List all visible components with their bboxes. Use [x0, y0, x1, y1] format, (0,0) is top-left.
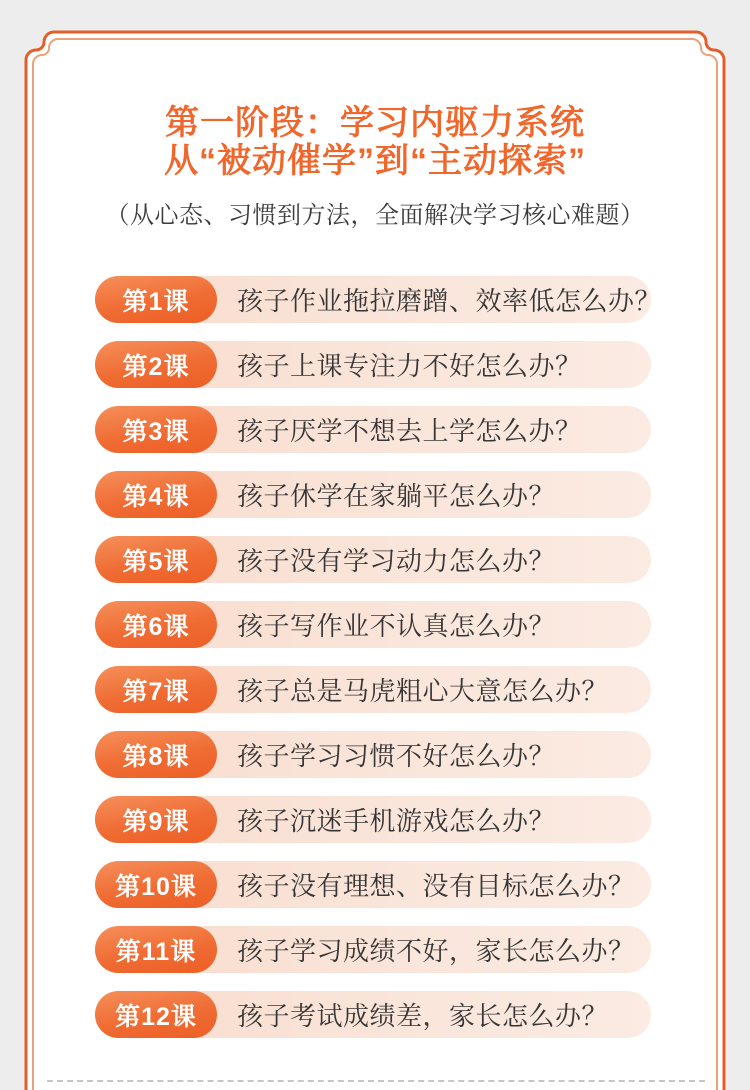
- lesson-title: 孩子写作业不认真怎么办？: [237, 611, 556, 641]
- lesson-title: 孩子休学在家躺平怎么办？: [237, 481, 556, 511]
- lesson-badge: 第7课: [95, 666, 217, 713]
- lesson-badge: 第6课: [95, 601, 217, 648]
- lesson-badge: 第11课: [95, 926, 217, 973]
- lesson-title: 孩子沉迷手机游戏怎么办？: [237, 806, 556, 836]
- lesson-badge: 第1课: [95, 276, 217, 323]
- course-list: [95, 276, 662, 1038]
- lesson-badge: 第4课: [95, 471, 217, 518]
- lesson-row: [95, 601, 651, 648]
- lesson-row: [95, 276, 662, 323]
- lesson-badge: 第8课: [95, 731, 217, 778]
- dashed-divider: [47, 1080, 705, 1082]
- phase-title-line1: 第一阶段：学习内驱力系统: [165, 104, 585, 142]
- lesson-badge: 第5课: [95, 536, 217, 583]
- lesson-title: 孩子厌学不想去上学怎么办？: [237, 416, 582, 446]
- lesson-badge: 第10课: [95, 861, 217, 908]
- lesson-row: [95, 471, 651, 518]
- lesson-row: [95, 861, 651, 908]
- lesson-row: [95, 796, 651, 843]
- lesson-badge: 第9课: [95, 796, 217, 843]
- lesson-row: [95, 731, 651, 778]
- phase-title: [0, 104, 750, 180]
- lesson-title: 孩子学习成绩不好，家长怎么办？: [237, 936, 635, 966]
- lesson-row: [95, 991, 651, 1038]
- lesson-badge: 第3课: [95, 406, 217, 453]
- lesson-row: [95, 536, 651, 583]
- lesson-title: 孩子上课专注力不好怎么办？: [237, 351, 582, 381]
- lesson-badge: 第12课: [95, 991, 217, 1038]
- lesson-title: 孩子学习习惯不好怎么办？: [237, 741, 556, 771]
- phase-title-line2: 从“被动催学”到“主动探索”: [164, 142, 586, 180]
- lesson-title: 孩子没有理想、没有目标怎么办？: [237, 871, 635, 901]
- lesson-title: 孩子没有学习动力怎么办？: [237, 546, 556, 576]
- lesson-row: [95, 666, 651, 713]
- lesson-row: [95, 341, 651, 388]
- lesson-title: 孩子考试成绩差，家长怎么办？: [237, 1001, 609, 1031]
- lesson-title: 孩子作业拖拉磨蹭、效率低怎么办？: [237, 286, 662, 316]
- lesson-title: 孩子总是马虎粗心大意怎么办？: [237, 676, 609, 706]
- lesson-badge: 第2课: [95, 341, 217, 388]
- lesson-row: [95, 926, 651, 973]
- phase-subtitle: （从心态、习惯到方法，全面解决学习核心难题）: [105, 202, 645, 229]
- lesson-row: [95, 406, 651, 453]
